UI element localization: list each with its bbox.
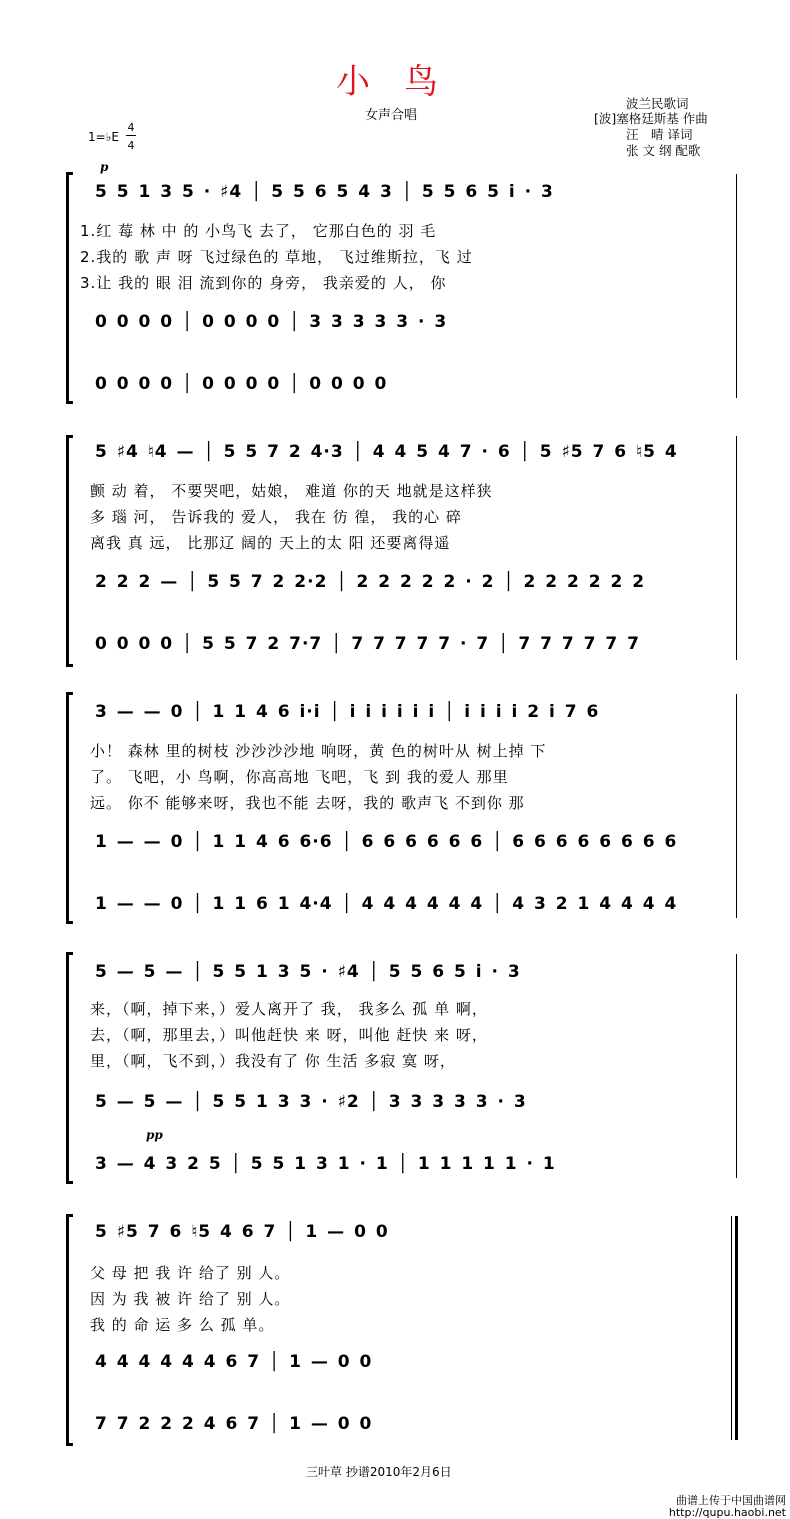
system-2-lyric-1: 颤 动 着， 不要哭吧，姑娘， 难道 你的天 地就是这样狭 xyxy=(90,482,493,500)
system-2-lyric-3: 离我 真 远， 比那辽 阔的 天上的太 阳 还要离得遥 xyxy=(90,534,451,552)
time-signature-bottom: 4 xyxy=(127,139,135,152)
system-3-bracket xyxy=(66,692,73,924)
system-5-voice-2: 4 4 4 4 4 4 6 7 │ 1 — 0 0 xyxy=(95,1352,373,1372)
system-1-lyric-3: 3.让 我的 眼 泪 流到你的 身旁， 我亲爱的 人， 你 xyxy=(80,274,447,292)
dynamic-pp: pp xyxy=(146,1128,163,1142)
time-signature-divider xyxy=(126,135,136,136)
watermark-line-2: http://qupu.haobi.net xyxy=(668,1506,786,1519)
system-4-lyric-3: 里，（啊，飞不到，）我没有了 你 生活 多寂 寞 呀， xyxy=(90,1052,456,1070)
credit-arranger: 张 文 纲 配歌 xyxy=(626,143,701,158)
system-4-voice-2: 5 — 5 — │ 5 5 1 3 3 · ♯2 │ 3 3 3 3 3 · 3 xyxy=(95,1092,527,1112)
system-2-bracket xyxy=(66,435,73,667)
final-barline-thick xyxy=(735,1216,738,1440)
system-2-voice-3: 0 0 0 0 │ 5 5 7 2 7·7 │ 7 7 7 7 7 · 7 │ 7 7 7 7 7 7 xyxy=(95,634,640,654)
key-signature: 1=♭E xyxy=(88,130,119,144)
system-1-voice-1: 5 5 1 3 5 · ♯4 │ 5 5 6 5 4 3 │ 5 5 6 5 i · 3 xyxy=(95,182,554,202)
system-3-voice-2: 1 — — 0 │ 1 1 4 6 6·6 │ 6 6 6 6 6 6 │ 6 6 6 6 6 6 6 6 xyxy=(95,832,678,852)
credit-translator: 汪 晴 译词 xyxy=(626,127,693,142)
final-barline-thin xyxy=(731,1216,732,1440)
system-1-lyric-1: 1.红 莓 林 中 的 小鸟飞 去了， 它那白色的 羽 毛 xyxy=(80,222,437,240)
system-4-voice-1: 5 — 5 — │ 5 5 1 3 5 · ♯4 │ 5 5 6 5 i · 3 xyxy=(95,962,521,982)
system-1-bracket xyxy=(66,172,73,404)
transcriber-credit: 三叶草 抄谱2010年2月6日 xyxy=(306,1465,452,1479)
system-3-voice-1: 3 — — 0 │ 1 1 4 6 i·i │ i i i i i i │ i i i i 2 i 7 6 xyxy=(95,702,600,722)
credit-lyricist: 波兰民歌词 xyxy=(626,96,689,111)
system-2-lyric-2: 多 瑙 河， 告诉我的 爱人， 我在 彷 徨， 我的心 碎 xyxy=(90,508,462,526)
system-5-lyric-3: 我 的 命 运 多 么 孤 单。 xyxy=(90,1316,275,1334)
credit-composer: [波]塞格廷斯基 作曲 xyxy=(594,111,708,126)
system-5-lyric-2: 因 为 我 被 许 给了 别 人。 xyxy=(90,1290,291,1308)
subtitle: 女声合唱 xyxy=(365,108,418,123)
system-4-voice-3: 3 — 4 3 2 5 │ 5 5 1 3 1 · 1 │ 1 1 1 1 1 · 1 xyxy=(95,1154,556,1174)
dynamic-p: p xyxy=(100,160,109,174)
system-2-voice-2: 2 2 2 — │ 5 5 7 2 2·2 │ 2 2 2 2 2 · 2 │ 2 2 2 2 2 2 xyxy=(95,572,646,592)
song-title: 小鸟 xyxy=(336,62,472,102)
watermark-line-1: 曲谱上传于中国曲谱网 xyxy=(676,1494,786,1507)
system-5-bracket xyxy=(66,1214,73,1446)
system-5-voice-1: 5 ♯5 7 6 ♮5 4 6 7 │ 1 — 0 0 xyxy=(95,1222,389,1242)
system-2-end-bar xyxy=(736,436,737,660)
system-5-lyric-1: 父 母 把 我 许 给了 别 人。 xyxy=(90,1264,291,1282)
system-4-end-bar xyxy=(736,954,737,1178)
system-3-voice-3: 1 — — 0 │ 1 1 6 1 4·4 │ 4 4 4 4 4 4 │ 4 3 2 1 4 4 4 4 xyxy=(95,894,678,914)
system-1-end-bar xyxy=(736,174,737,398)
system-4-bracket xyxy=(66,952,73,1184)
system-5-voice-3: 7 7 2 2 2 4 6 7 │ 1 — 0 0 xyxy=(95,1414,373,1434)
system-2-voice-1: 5 ♯4 ♮4 — │ 5 5 7 2 4·3 │ 4 4 5 4 7 · 6 │ 5 ♯5 7 6 ♮5 4 xyxy=(95,442,678,462)
system-4-lyric-2: 去，（啊，那里去，）叫他赶快 来 呀，叫他 赶快 来 呀， xyxy=(90,1026,488,1044)
system-1-lyric-2: 2.我的 歌 声 呀 飞过绿色的 草地， 飞过维斯拉，飞 过 xyxy=(80,248,473,266)
system-1-voice-3: 0 0 0 0 │ 0 0 0 0 │ 0 0 0 0 xyxy=(95,374,388,394)
system-3-lyric-1: 小！ 森林 里的树枝 沙沙沙沙地 响呀，黄 色的树叶从 树上掉 下 xyxy=(90,742,547,760)
system-4-lyric-1: 来，（啊，掉下来，）爱人离开了 我， 我多么 孤 单 啊， xyxy=(90,1000,488,1018)
system-3-lyric-3: 远。 你不 能够来呀，我也不能 去呀，我的 歌声飞 不到你 那 xyxy=(90,794,525,812)
system-3-lyric-2: 了。 飞吧，小 鸟啊，你高高地 飞吧，飞 到 我的爱人 那里 xyxy=(90,768,509,786)
system-1-voice-2: 0 0 0 0 │ 0 0 0 0 │ 3 3 3 3 3 · 3 xyxy=(95,312,448,332)
time-signature-top: 4 xyxy=(127,121,135,134)
system-3-end-bar xyxy=(736,694,737,918)
